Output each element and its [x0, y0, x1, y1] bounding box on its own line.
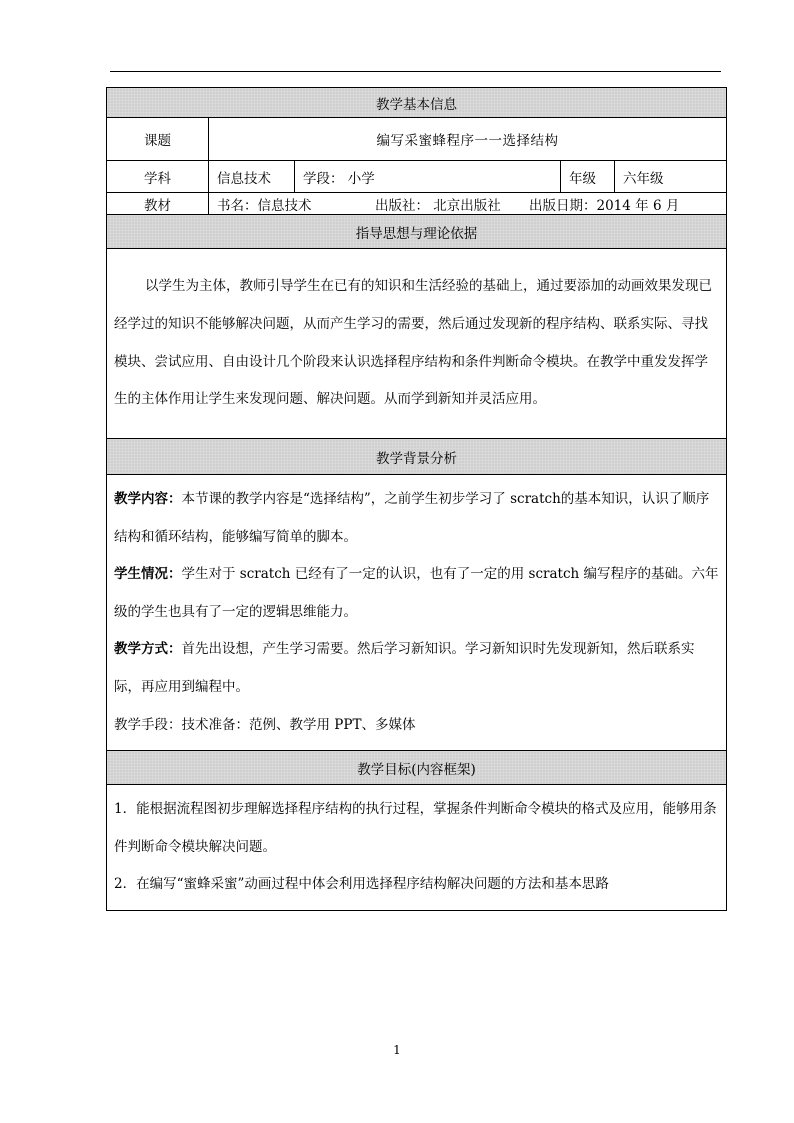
guiding-text: 以学生为主体，教师引导学生在已有的知识和生活经验的基础上，通过要添加的动画效果发现已经学过的知识不能够解决问题，从而产生学习的需要，然后通过发现新的程序结构、联系实际、寻找模块、尝试应用、自由设计几个阶段来认识选择程序结构和条件判断命令模块。在教学中重发发挥学生的主体作用让学生来发现问题、解决问题。从而学到新知并灵活应用。: [114, 278, 712, 408]
subject-label: 学科: [107, 161, 209, 193]
background-body-row: [107, 475, 727, 751]
book-name: 书名：信息技术: [217, 197, 312, 214]
topic-label: 课题: [107, 118, 209, 161]
publication-date: 出版日期：2014 年 6 月: [529, 197, 680, 214]
textbook-info: [209, 193, 727, 215]
topic-value: 编写采蜜蜂程序一一选择结构: [209, 118, 727, 161]
topic-row: [107, 118, 727, 161]
grade-label: 年级: [561, 161, 615, 193]
method-paragraph: [114, 631, 719, 706]
goals-body: [107, 785, 727, 911]
students-text: 学生对于 scratch 已经有了一定的认识，也有了一定的用 scratch 编写程序的基础。六年级的学生也具有了一定的逻辑思维能力。: [114, 566, 719, 620]
students-paragraph: [114, 556, 719, 631]
grade-value: 六年级: [615, 161, 727, 193]
method-text: 首先出设想，产生学习需要。然后学习新知识。学习新知识时先发现新知，然后联系实际，再应用到编程中。: [114, 641, 695, 695]
stage-value: 小学: [347, 170, 375, 187]
background-heading: 教学背景分析: [107, 439, 727, 475]
goals-header-row: [107, 751, 727, 785]
basic-info-header-row: [107, 88, 727, 118]
goals-heading: 教学目标(内容框架): [107, 751, 727, 785]
header-rule: [110, 71, 721, 72]
goal-item-2: 2．在编写“蜜蜂采蜜”动画过程中体会利用选择程序结构解决问题的方法和基本思路: [114, 876, 609, 893]
background-body: [107, 475, 727, 751]
guiding-body: [107, 249, 727, 439]
textbook-label: 教材: [107, 193, 209, 215]
guiding-header-row: [107, 215, 727, 249]
students-label: 学生情况：: [114, 566, 182, 583]
publisher: 出版社： 北京出版社: [375, 197, 501, 214]
guiding-body-row: [107, 249, 727, 439]
stage-cell: [295, 161, 561, 193]
subject-row: [107, 161, 727, 193]
lesson-plan-table: [106, 87, 727, 911]
content-label: 教学内容：: [114, 491, 182, 507]
stage-label: 学段：: [303, 170, 344, 187]
guiding-heading: 指导思想与理论依据: [107, 215, 727, 249]
content-text: 本节课的教学内容是“选择结构”，之前学生初步学习了 scratch的基本知识，认识了顺序结构和循环结构，能够编写简单的脚本。: [114, 491, 710, 545]
background-header-row: [107, 439, 727, 475]
means-paragraph: 教学手段：技术准备：范例、教学用 PPT、多媒体: [114, 716, 416, 733]
goal-item-1: 1．能根据流程图初步理解选择程序结构的执行过程，掌握条件判断命令模块的格式及应用，能够用条件判断命令模块解决问题。: [114, 801, 717, 855]
basic-info-heading: 教学基本信息: [107, 88, 727, 118]
content-paragraph: [114, 481, 719, 556]
page-number: 1: [393, 1043, 401, 1057]
goals-body-row: [107, 785, 727, 911]
subject-value: 信息技术: [209, 161, 295, 193]
method-label: 教学方式：: [114, 641, 182, 658]
textbook-row: [107, 193, 727, 215]
